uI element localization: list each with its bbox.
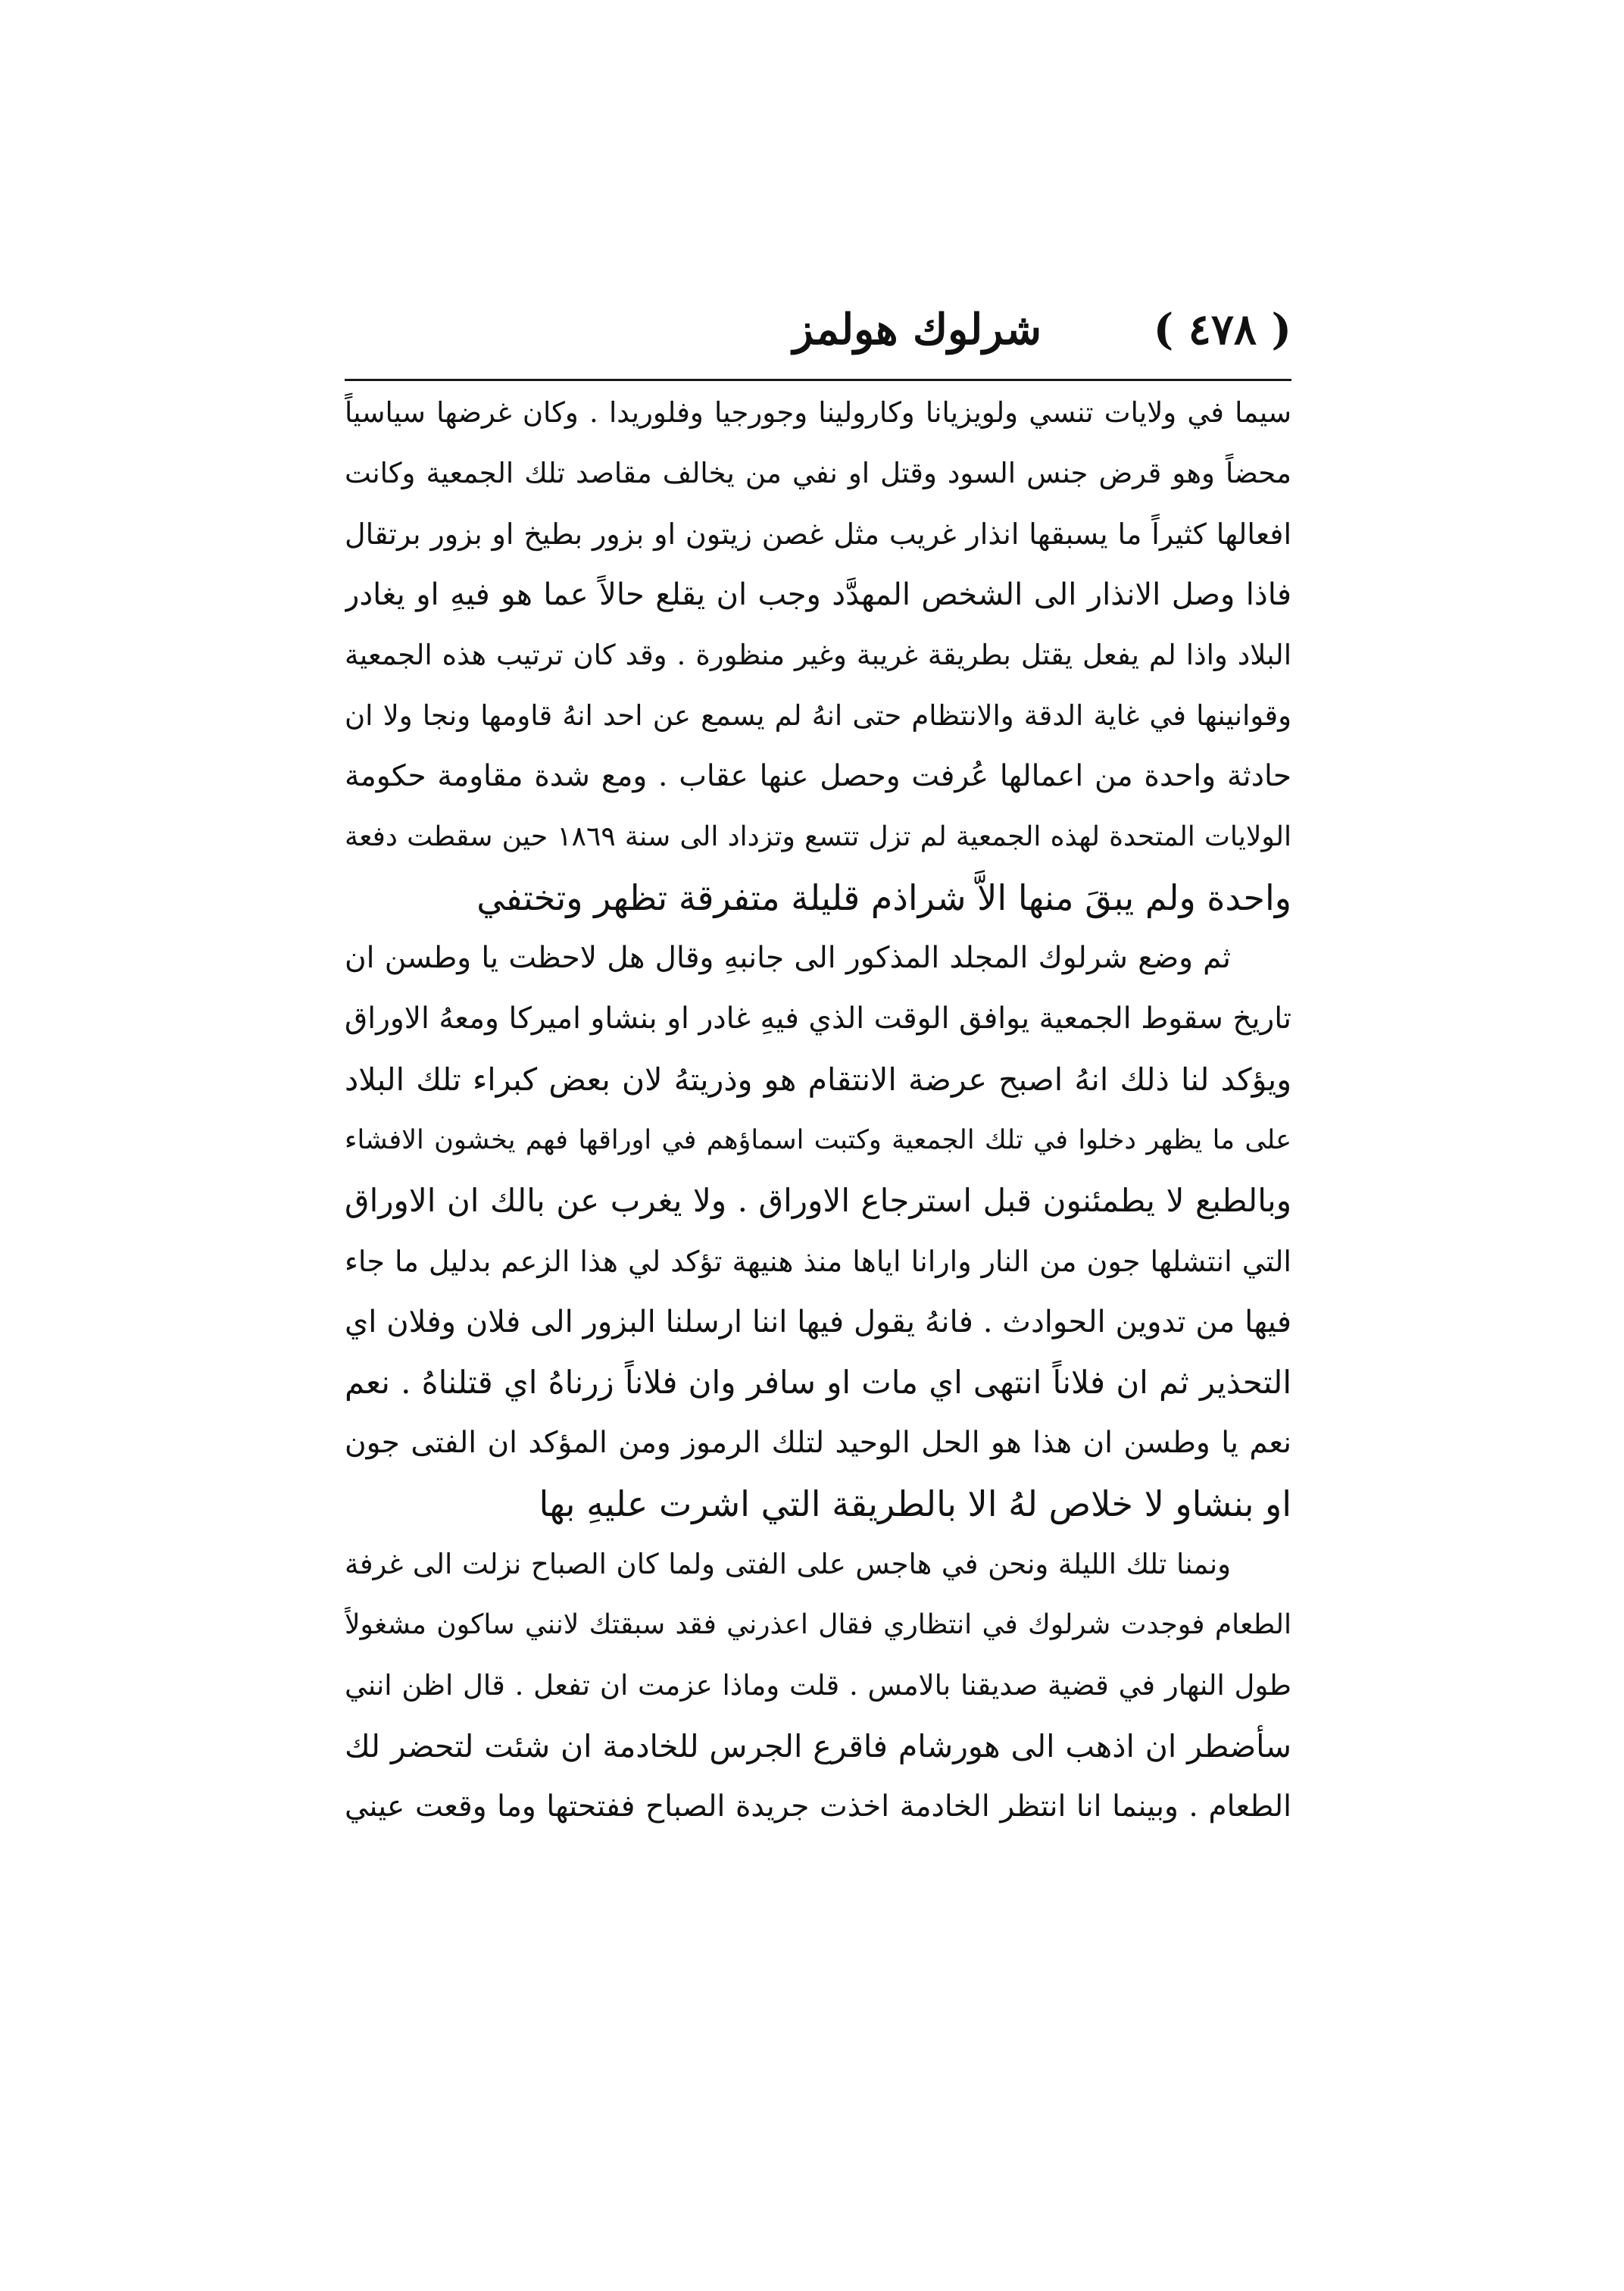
- text-line: الطعام . وبينما انا انتظر الخادمة اخذت جريدة الصباح ففتحتها وما وقعت عيني: [345, 1789, 1291, 1824]
- text-line: ثم وضع شرلوك المجلد المذكور الى جانبهِ وقال هل لاحظت يا وطسن ان: [345, 941, 1231, 975]
- text-line: سأضطر ان اذهب الى هورشام فاقرع الجرس للخادمة ان شئت لتحضر لك: [345, 1728, 1291, 1764]
- text-line: فاذا وصل الانذار الى الشخص المهدَّد وجب ان يقلع حالاً عما هو فيهِ او يغادر: [345, 577, 1291, 612]
- text-line: وبالطبع لا يطمئنون قبل استرجاع الاوراق . ولا يغرب عن بالك ان الاوراق: [345, 1182, 1291, 1219]
- text-line: محضاً وهو قرض جنس السود وقتل او نفي من يخالف مقاصد تلك الجمعية وكانت: [345, 457, 1291, 489]
- running-title: شرلوك هولمز: [792, 305, 1042, 355]
- page-header: [345, 288, 1291, 371]
- text-line: تاريخ سقوط الجمعية يوافق الوقت الذي فيهِ غادر او بنشاو اميركا ومعهُ الاوراق: [345, 1002, 1291, 1036]
- text-line: وقوانينها في غاية الدقة والانتظام حتى انهُ لم يسمع عن احد انهُ قاومها ونجا ولا ان: [345, 699, 1291, 732]
- text-line: البلاد واذا لم يفعل يقتل بطريقة غريبة وغير منظورة . وقد كان ترتيب هذه الجمعية: [345, 639, 1291, 671]
- text-line: افعالها كثيراً ما يسبقها انذار غريب مثل غصن زيتون او بزور بطيخ او بزور برتقال: [345, 517, 1291, 551]
- text-line: نعم يا وطسن ان هذا هو الحل الوحيد لتلك الرموز ومن المؤكد ان الفتى جون: [345, 1426, 1291, 1460]
- text-line: الطعام فوجدت شرلوك في انتظاري فقال اعذرني فقد سبقتك لانني ساكون مشغولاً: [345, 1609, 1291, 1640]
- text-line: طول النهار في قضية صديقنا بالامس . قلت وماذا عزمت ان تفعل . قال اظن انني: [345, 1669, 1291, 1702]
- page-number: ( ٤٧٨ ): [1153, 305, 1291, 355]
- text-line: حادثة واحدة من اعمالها عُرفت وحصل عنها عقاب . ومع شدة مقاومة حكومة: [345, 759, 1291, 793]
- text-line: التي انتشلها جون من النار وارانا اياها منذ هنيهة تؤكد لي هذا الزعم بدليل ما جاء: [345, 1245, 1291, 1278]
- body-text: [345, 383, 1291, 1837]
- text-line: على ما يظهر دخلوا في تلك الجمعية وكتبت اسماؤهم في اوراقها فهم يخشون الافشاء: [345, 1125, 1291, 1155]
- text-line: فيها من تدوين الحوادث . فانهُ يقول فيها اننا ارسلنا البزور الى فلان وفلان اي: [345, 1305, 1291, 1339]
- text-line: ويؤكد لنا ذلك انهُ اصبح عرضة الانتقام هو وذريتهُ لان بعض كبراء تلك البلاد: [345, 1061, 1291, 1098]
- text-line: ونمنا تلك الليلة ونحن في هاجس على الفتى ولما كان الصباح نزلت الى غرفة: [345, 1548, 1231, 1580]
- text-line: او بنشاو لا خلاص لهُ الا بالطريقة التي اشرت عليهِ بها: [539, 1483, 1291, 1524]
- text-line: سيما في ولايات تنسي ولويزيانا وكارولينا وجورجيا وفلوريدا . وكان غرضها سياسياً: [345, 396, 1291, 429]
- text-line: واحدة ولم يبقَ منها الاَّ شراذم قليلة متفرقة تظهر وتختفي: [476, 877, 1291, 918]
- text-line: التحذير ثم ان فلاناً انتهى اي مات او سافر وان فلاناً زرناهُ اي قتلناهُ . نعم: [345, 1364, 1291, 1401]
- text-line: الولايات المتحدة لهذه الجمعية لم تزل تتسع وتزداد الى سنة ١٨٦٩ حين سقطت دفعة: [345, 821, 1291, 852]
- header-rule: [345, 379, 1291, 381]
